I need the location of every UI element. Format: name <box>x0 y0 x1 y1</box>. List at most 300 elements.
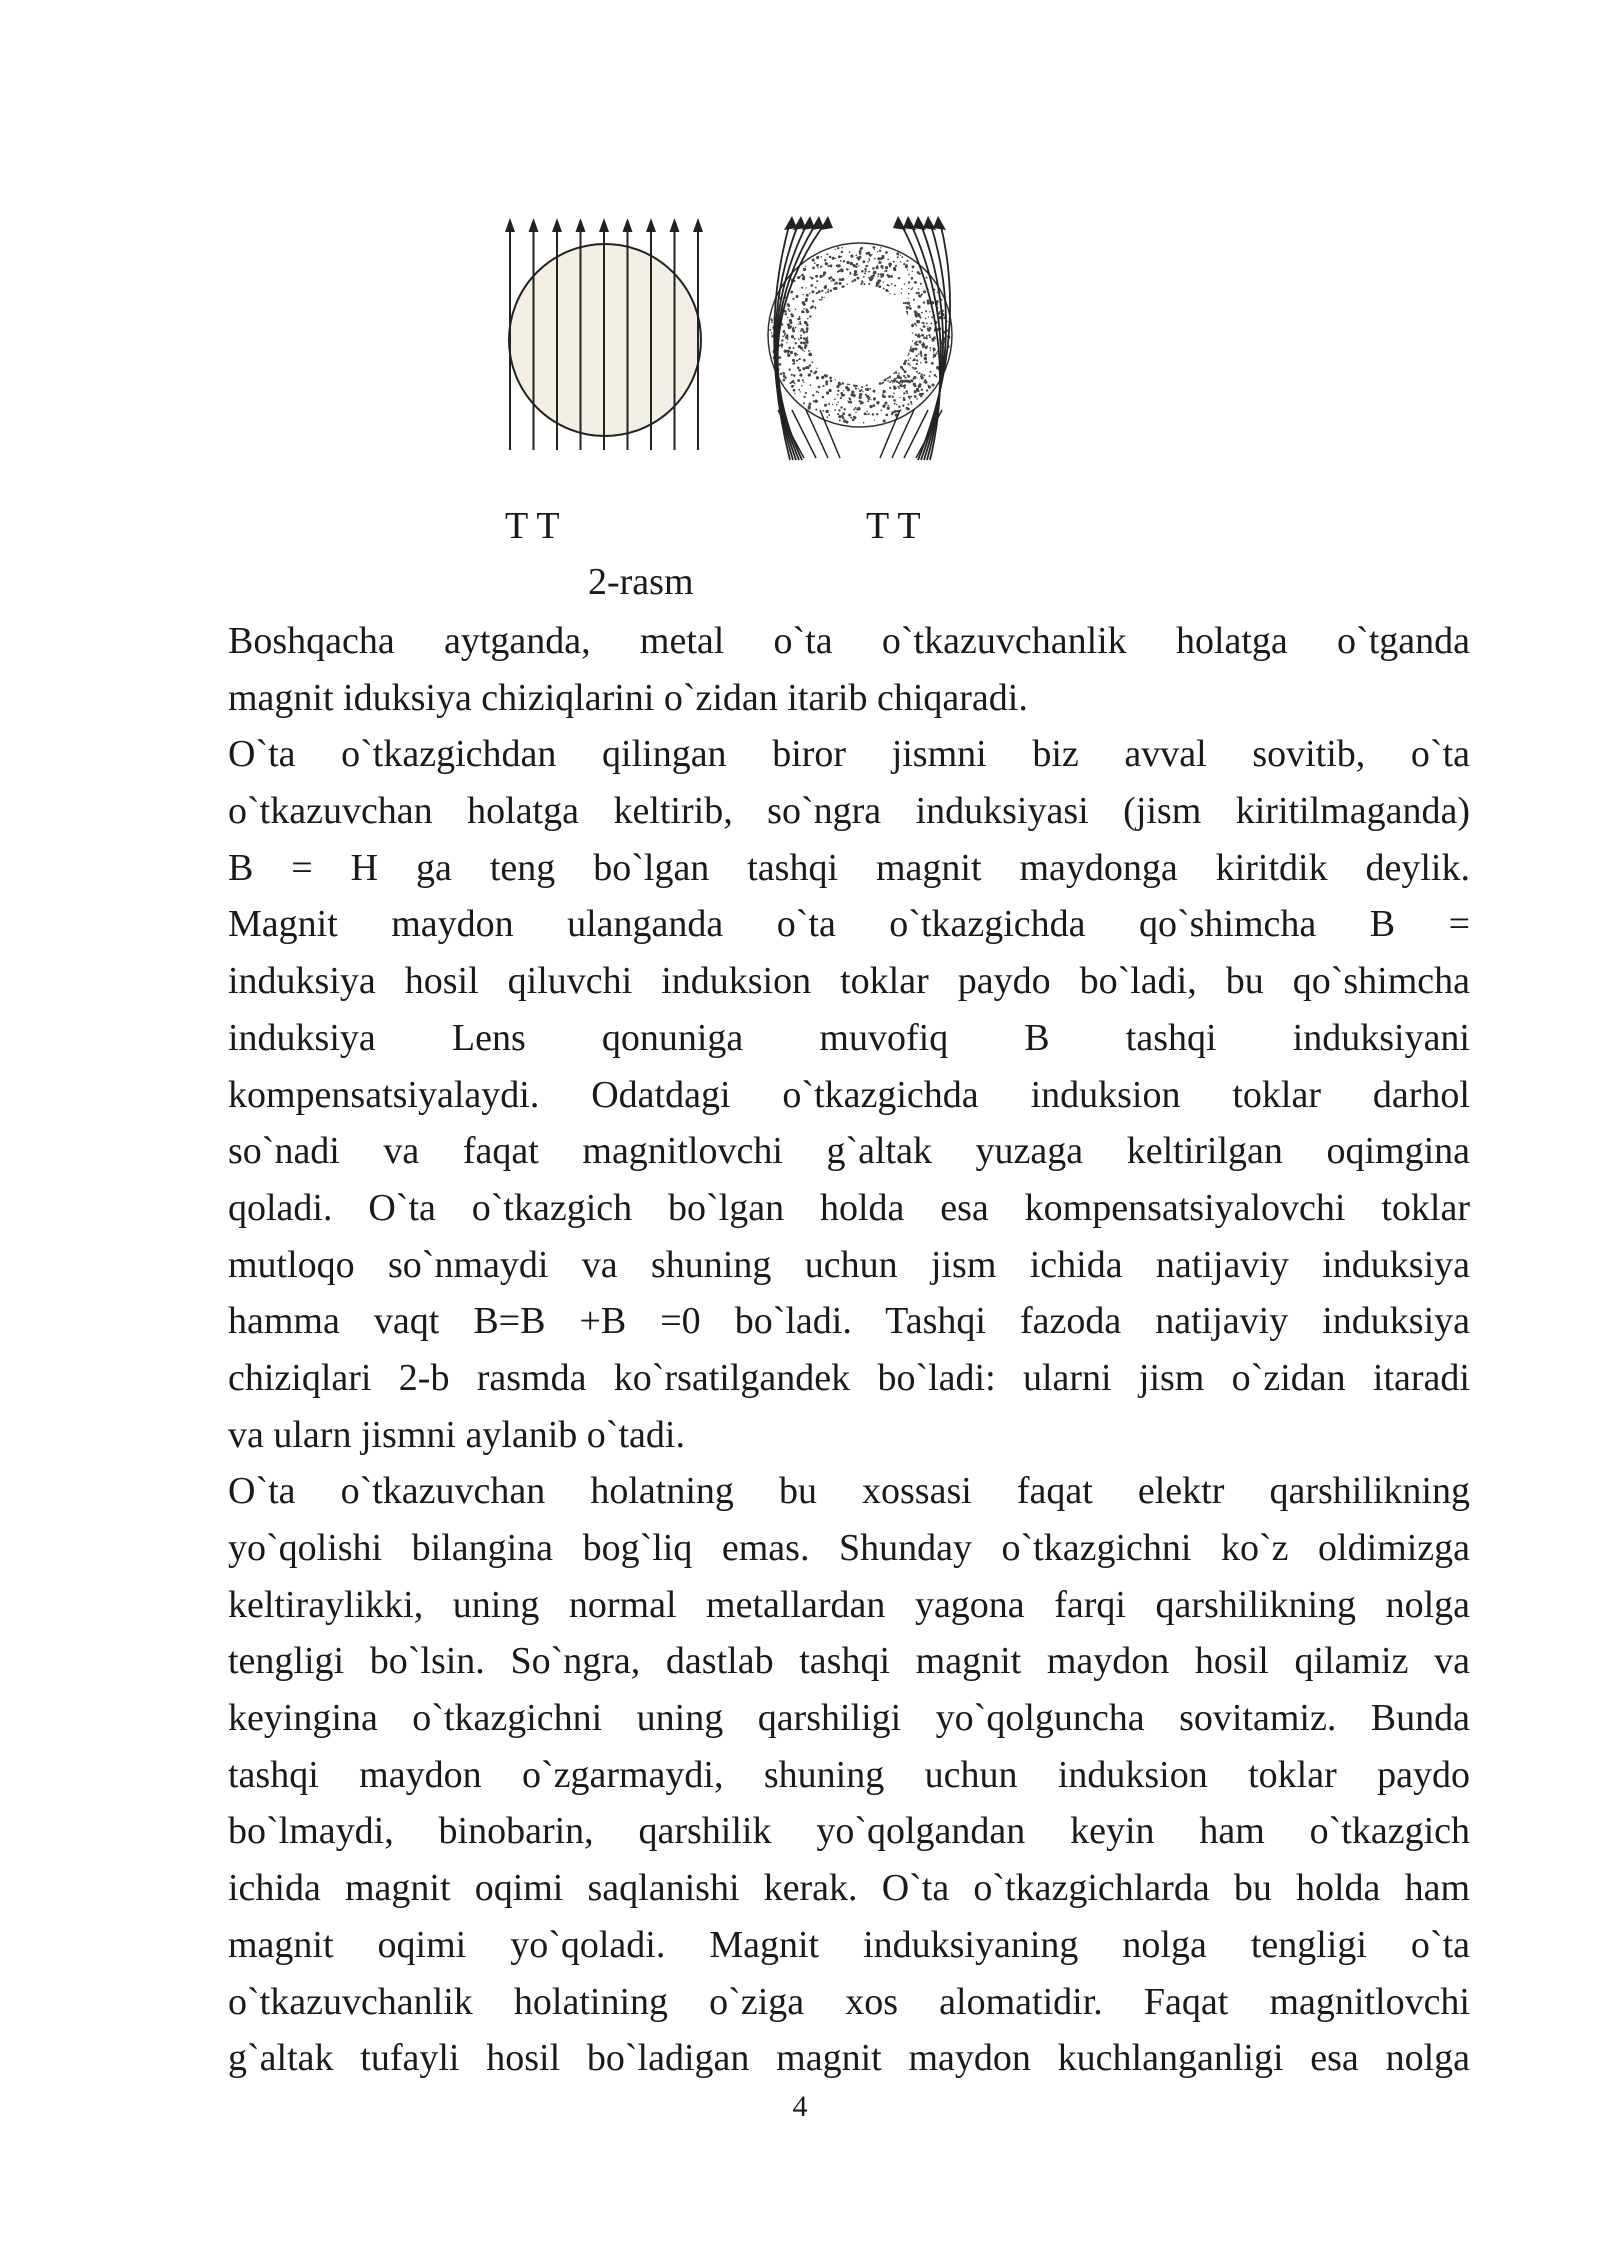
speckle <box>870 275 873 278</box>
arrow-head <box>670 218 680 232</box>
speckle <box>893 410 896 413</box>
speckle <box>821 290 823 292</box>
speckle <box>905 302 907 304</box>
speckle <box>925 358 926 359</box>
speckle <box>802 349 804 351</box>
text-line: hamma vaqt B=B +B =0 bo`ladi. Tashqi fazoda natijaviy induksiya <box>228 1300 1470 1343</box>
speckle <box>914 281 917 284</box>
text-line: B = H ga teng bo`lgan tashqi magnit maydonga kiritdik deylik. <box>228 846 1470 889</box>
speckle <box>915 355 917 357</box>
speckle <box>926 277 928 279</box>
speckle <box>895 378 896 379</box>
speckle <box>933 354 936 357</box>
speckle <box>816 258 818 260</box>
speckle <box>936 366 939 369</box>
speckle <box>920 352 923 355</box>
speckle <box>802 277 805 280</box>
speckle <box>901 382 903 384</box>
speckle <box>916 315 918 317</box>
speckle <box>930 371 932 373</box>
speckle <box>846 421 849 424</box>
speckle <box>838 409 840 411</box>
speckle <box>918 340 921 343</box>
normal-state-diagram <box>505 218 703 450</box>
speckle <box>911 288 913 290</box>
speckle <box>815 287 817 289</box>
speckle <box>770 318 772 320</box>
speckle <box>847 387 850 390</box>
text-line: mutloqo so`nmaydi va shuning uchun jism ichida natijaviy induksiya <box>228 1243 1470 1286</box>
speckle <box>786 342 787 343</box>
speckle <box>868 283 870 285</box>
speckle <box>908 281 910 283</box>
speckle <box>910 379 911 380</box>
speckle <box>854 385 856 387</box>
speckle <box>889 381 891 383</box>
speckle <box>882 394 885 397</box>
arrow-head <box>552 218 562 232</box>
speckle <box>880 247 881 248</box>
arrow-head <box>820 216 833 230</box>
speckle <box>797 276 800 279</box>
speckle <box>782 335 784 337</box>
speckle <box>902 368 904 370</box>
speckle <box>830 290 832 292</box>
speckle <box>885 289 888 292</box>
speckle <box>802 379 804 381</box>
speckle <box>898 377 900 379</box>
speckle <box>911 380 914 383</box>
speckle <box>799 316 801 318</box>
speckle <box>856 257 858 259</box>
speckle <box>888 395 891 398</box>
speckle <box>894 403 896 405</box>
speckle <box>868 413 870 415</box>
speckle <box>836 264 839 267</box>
speckle <box>855 412 856 413</box>
speckle <box>917 320 920 323</box>
arrow-head <box>529 218 539 232</box>
speckle <box>903 263 905 265</box>
speckle <box>843 260 845 262</box>
speckle <box>805 287 806 288</box>
speckle <box>917 305 920 308</box>
speckle <box>856 274 857 275</box>
speckle <box>824 259 826 261</box>
speckle <box>863 276 865 278</box>
speckle <box>923 382 924 383</box>
speckle <box>820 266 822 268</box>
speckle <box>830 379 833 382</box>
speckle <box>920 395 922 397</box>
speckle <box>791 385 794 388</box>
speckle <box>792 359 795 362</box>
speckle <box>858 388 859 389</box>
speckle <box>844 408 846 410</box>
speckle <box>924 381 927 384</box>
speckle <box>816 376 819 379</box>
speckle <box>899 397 900 398</box>
speckle <box>841 251 843 253</box>
speckle <box>811 290 814 293</box>
speckle <box>790 313 792 315</box>
speckle <box>894 294 896 296</box>
speckle <box>910 357 912 359</box>
speckle <box>784 333 786 335</box>
speckle <box>929 311 931 313</box>
speckle <box>898 387 900 389</box>
speckle <box>929 303 930 304</box>
speckle <box>914 323 916 325</box>
speckle <box>864 272 866 274</box>
speckle <box>923 325 926 328</box>
text-line: yo`qolishi bilangina bog`liq emas. Shunday o`tkazgichni ko`z oldimizga <box>228 1527 1470 1569</box>
speckle <box>803 308 805 310</box>
speckle <box>792 363 793 364</box>
speckle <box>830 264 833 267</box>
speckle <box>793 326 795 328</box>
speckle <box>893 261 895 263</box>
speckle <box>799 321 801 323</box>
speckle <box>800 341 803 344</box>
speckle <box>873 397 876 400</box>
speckle <box>800 276 801 277</box>
speckle <box>805 366 808 369</box>
speckle <box>854 270 857 273</box>
speckle <box>885 270 887 272</box>
speckle <box>850 417 852 419</box>
speckle <box>801 385 803 387</box>
speckle <box>872 267 875 270</box>
speckle <box>804 346 807 349</box>
speckle <box>838 255 841 258</box>
speckle <box>868 271 870 273</box>
speckle <box>826 380 829 383</box>
speckle <box>893 267 896 270</box>
paragraph-lines <box>228 613 1470 2087</box>
speckle <box>906 260 908 262</box>
speckle <box>833 287 836 290</box>
speckle <box>923 301 925 303</box>
speckle <box>933 351 934 352</box>
speckle <box>798 317 801 320</box>
speckle <box>826 416 828 418</box>
text-line: magnit oqimi yo`qoladi. Magnit induksiyaning nolga tengligi o`ta <box>228 1923 1470 1966</box>
speckle <box>879 382 882 385</box>
arrow-head <box>599 218 609 232</box>
speckle <box>798 324 799 325</box>
speckle <box>839 279 841 281</box>
speckle <box>918 295 921 298</box>
speckle <box>896 410 898 412</box>
speckle <box>787 353 788 354</box>
speckle <box>882 382 884 384</box>
speckle <box>849 401 852 404</box>
speckle <box>916 371 918 373</box>
speckle <box>818 391 820 393</box>
speckle <box>815 275 818 278</box>
speckle <box>865 265 867 267</box>
speckle <box>931 362 934 365</box>
speckle <box>898 373 900 375</box>
speckle <box>862 260 865 263</box>
speckle <box>905 390 908 393</box>
magnetic-field-diagram <box>500 210 980 470</box>
speckle <box>920 328 921 329</box>
speckle <box>795 327 797 329</box>
speckle <box>891 283 893 285</box>
speckle <box>865 270 867 272</box>
speckle <box>873 271 876 274</box>
speckle <box>895 379 897 381</box>
speckle <box>789 325 792 328</box>
speckle <box>842 412 845 415</box>
speckle <box>878 285 881 288</box>
speckle <box>857 278 858 279</box>
speckle <box>800 335 802 337</box>
text-line: va ularn jismni aylanib o`tadi. <box>228 1413 685 1456</box>
speckle <box>784 350 787 353</box>
speckle <box>885 266 888 269</box>
speckle <box>803 402 805 404</box>
speckle <box>853 265 855 267</box>
arrow-head <box>933 216 946 230</box>
speckle <box>849 251 851 253</box>
speckle <box>943 317 945 319</box>
speckle <box>896 381 898 383</box>
speckle <box>787 317 788 318</box>
speckle <box>910 396 912 398</box>
speckle <box>896 252 899 255</box>
speckle <box>921 388 923 390</box>
speckle <box>916 292 918 294</box>
speckle <box>816 292 818 294</box>
speckle <box>914 367 916 369</box>
speckle <box>810 370 813 373</box>
speckle <box>912 367 914 369</box>
speckle <box>800 337 803 340</box>
speckle <box>920 362 921 363</box>
speckle <box>900 293 902 295</box>
speckle <box>908 396 910 398</box>
speckle <box>816 391 818 393</box>
speckle <box>794 338 796 340</box>
speckle <box>918 373 919 374</box>
speckle <box>782 372 783 373</box>
speckle <box>806 341 809 344</box>
speckle <box>814 262 816 264</box>
speckle <box>867 397 870 400</box>
speckle <box>840 397 842 399</box>
speckle <box>834 409 836 411</box>
speckle <box>816 368 817 369</box>
speckle <box>907 392 909 394</box>
speckle <box>901 288 902 289</box>
speckle <box>797 354 798 355</box>
text-line: magnit iduksiya chiziqlarini o`zidan itarib chiqaradi. <box>228 676 1028 719</box>
speckle <box>884 402 887 405</box>
speckle <box>915 341 917 343</box>
speckle <box>931 316 933 318</box>
speckle <box>841 278 844 281</box>
speckle <box>769 329 771 331</box>
speckle <box>805 337 807 339</box>
speckle <box>896 404 897 405</box>
speckle <box>787 339 788 340</box>
speckle <box>926 335 928 337</box>
speckle <box>876 401 879 404</box>
speckle <box>797 379 800 382</box>
speckle <box>916 325 917 326</box>
speckle <box>792 327 795 330</box>
speckle <box>813 372 816 375</box>
speckle <box>780 343 783 346</box>
speckle <box>855 265 857 267</box>
speckle <box>809 293 810 294</box>
speckle <box>907 363 909 365</box>
speckle <box>914 347 917 350</box>
speckle <box>917 313 920 316</box>
speckle <box>859 390 861 392</box>
speckle <box>887 259 889 261</box>
speckle <box>812 394 814 396</box>
speckle <box>928 317 929 318</box>
speckle <box>832 257 835 260</box>
text-line: g`altak tufayli hosil bo`ladigan magnit maydon kuchlanganligi esa nolga <box>228 2037 1470 2080</box>
speckle <box>916 398 918 400</box>
speckle <box>801 287 803 289</box>
arrow-head <box>646 218 656 232</box>
speckle <box>877 273 879 275</box>
speckle <box>802 311 804 313</box>
figure-caption: 2-rasm <box>588 561 694 603</box>
speckle <box>923 322 925 324</box>
speckle <box>829 256 832 259</box>
ring-inner <box>808 285 912 385</box>
speckle <box>783 379 786 382</box>
speckle <box>923 290 926 293</box>
speckle <box>913 299 915 301</box>
arrow-head <box>623 218 633 232</box>
speckle <box>890 275 892 277</box>
speckle <box>909 364 911 366</box>
text-line: O`ta o`tkazgichdan qilingan biror jismni biz avval sovitib, o`ta <box>228 733 1470 776</box>
speckle <box>787 324 788 325</box>
speckle <box>789 310 791 312</box>
speckle <box>846 268 848 270</box>
speckle <box>815 409 817 411</box>
speckle <box>926 389 928 391</box>
speckle <box>806 294 807 295</box>
speckle <box>919 372 921 374</box>
speckle <box>914 395 917 398</box>
speckle <box>862 391 864 393</box>
speckle <box>839 420 841 422</box>
speckle <box>911 403 913 405</box>
speckle <box>891 380 893 382</box>
speckle <box>903 392 905 394</box>
figure-left-label: T T <box>505 505 560 547</box>
speckle <box>780 373 782 375</box>
speckle <box>824 404 827 407</box>
speckle <box>921 376 924 379</box>
speckle <box>912 323 914 325</box>
speckle <box>908 274 910 276</box>
speckle <box>921 374 923 376</box>
speckle <box>903 375 905 377</box>
speckle <box>885 251 888 254</box>
speckle <box>859 250 862 253</box>
speckle <box>805 298 808 301</box>
speckle <box>889 387 891 389</box>
speckle <box>819 299 821 301</box>
speckle <box>781 346 783 348</box>
speckle <box>921 312 923 314</box>
arrow-head <box>505 218 515 232</box>
text-line: chiziqlari 2-b rasmda ko`rsatilgandek bo`ladi: ularni jism o`zidan itaradi <box>228 1356 1470 1399</box>
speckle <box>858 396 861 399</box>
speckle <box>876 266 879 269</box>
speckle <box>822 410 824 412</box>
speckle <box>835 249 836 250</box>
speckle <box>795 342 797 344</box>
text-line: induksiya hosil qiluvchi induksion toklar paydo bo`ladi, bu qo`shimcha <box>228 960 1470 1003</box>
speckle <box>907 375 910 378</box>
speckle <box>791 374 793 376</box>
speckle <box>821 376 824 379</box>
text-line: o`tkazuvchanlik holatining o`ziga xos alomatidir. Faqat magnitlovchi <box>228 1980 1470 2023</box>
text-line: tengligi bo`lsin. So`ngra, dastlab tashqi magnit maydon hosil qilamiz va <box>228 1640 1470 1683</box>
speckle <box>808 373 811 376</box>
speckle <box>883 282 884 283</box>
page-number: 4 <box>792 2090 808 2123</box>
speckle <box>798 339 799 340</box>
speckle <box>898 405 900 407</box>
speckle <box>829 377 832 380</box>
speckle <box>806 324 809 327</box>
speckle <box>837 401 838 402</box>
speckle <box>838 415 841 418</box>
speckle <box>908 359 910 361</box>
speckle <box>791 335 793 337</box>
speckle <box>858 265 859 266</box>
speckle <box>867 252 870 255</box>
speckle <box>824 297 825 298</box>
speckle <box>821 256 823 258</box>
speckle <box>795 309 797 311</box>
speckle <box>799 374 802 377</box>
speckle <box>838 270 840 272</box>
speckle <box>805 392 807 394</box>
speckle <box>796 360 798 362</box>
speckle <box>806 310 809 313</box>
speckle <box>793 347 795 349</box>
speckle <box>817 267 818 268</box>
speckle <box>910 401 912 403</box>
speckle <box>874 258 876 260</box>
speckle <box>798 389 800 391</box>
speckle <box>840 406 842 408</box>
speckle <box>835 258 836 259</box>
figure-right-label: T T <box>866 505 921 547</box>
speckle <box>895 265 897 267</box>
speckle <box>837 247 839 249</box>
speckle <box>914 390 917 393</box>
speckle <box>933 348 936 351</box>
speckle <box>803 381 804 382</box>
speckle <box>852 280 854 282</box>
speckle <box>894 285 896 287</box>
